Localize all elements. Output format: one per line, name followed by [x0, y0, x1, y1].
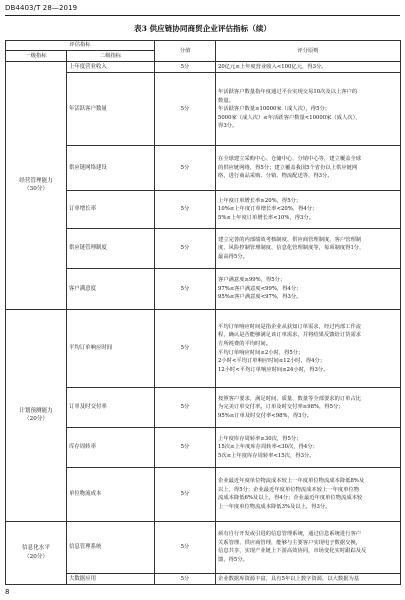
rule-line: 信息共享，实现产业链上下游高效协同，市场变化实时跟踪及反 — [218, 548, 367, 555]
rule-line: 按照客户要求，满足时间、质量、数量等全部要求的订单占比 — [218, 395, 362, 402]
rule-cell — [216, 190, 401, 229]
rule-cell — [216, 309, 401, 387]
rule-line: 程，确认是否能够满足该订单需求，并将结果反馈给订货需求 — [218, 332, 362, 339]
score-header: 分值 — [155, 41, 216, 62]
level1-text: （20分） — [24, 553, 48, 560]
rule-line: 15次≤上年度库存周转率<30次，得4分； — [218, 444, 318, 451]
level2-cell: 订单增长率 — [67, 190, 155, 229]
rule-line: 的供应链网络，得5分；建立覆盖我国5个省份以上供应链网 — [218, 164, 358, 171]
rule-line: 在全球建立采购中心、仓储中心、分销中心等，建立覆盖全球 — [218, 156, 362, 163]
rule-line: 馈，得5分。 — [218, 556, 248, 563]
rule-line: 建立完善的内部绩效考核制度、供应商管理制度、客户管理制 — [218, 236, 362, 243]
level2-cell: 平均订单响应时间 — [67, 309, 155, 387]
rule-cell — [216, 268, 401, 309]
rule-line: 须有自行开发或引进的信息管理系统，通过信息系统进行客户 — [218, 531, 362, 538]
rule-line: 关系管理、供应商管理，能够与主要客户实现电子数据交换， — [218, 539, 362, 546]
score-cell: 5分 — [155, 467, 216, 521]
level1-cell — [6, 61, 67, 309]
table-title: 表3 供应链协同商贸企业评估指标（续） — [133, 24, 272, 33]
rule-cell — [216, 467, 401, 521]
level2-cell: 订单及时交付率 — [67, 388, 155, 428]
level2-cell: 大数据应用 — [67, 574, 155, 585]
rule-line: 为完美订单交付率。订单及时交付率≥98%，得5分； — [218, 404, 344, 411]
score-cell: 5分 — [155, 229, 216, 269]
score-cell: 5分 — [155, 428, 216, 468]
rule-line: 数量。 — [218, 97, 234, 104]
level2-cell: 库存周转率 — [67, 428, 155, 468]
rule-cell — [216, 73, 401, 146]
standard-code: DB4403/T 28—2019 — [5, 4, 78, 12]
rule-line: 上一年度单位物流成本降低3%及以上，得3分。 — [218, 503, 331, 510]
rule-line: 度、风险控制管理制度、信息化管理制度等，每项制度得1分， — [218, 245, 365, 252]
rule-line: 20亿元≤上年度营业收入<100亿元，得3分。 — [218, 63, 327, 70]
rule-cell — [216, 146, 401, 190]
level2-cell: 供应链管理制度 — [67, 229, 155, 269]
rule-line: 企业最近年度单位物流成本较上一年度单位物流成本降低8%及 — [218, 477, 365, 484]
rule-line: 12小时<平均订单响应时间≤24小时，得3分。 — [218, 366, 329, 373]
level1-header: 一级指标 — [6, 51, 67, 61]
rule-line: 以上，得5分；企业最近年度单位物流成本较上一年度单位物 — [218, 486, 360, 493]
rule-line: 流成本降低6%及以上，得4分；企业最近年度单位物流成本较 — [218, 495, 363, 502]
rule-line: 方所耗费的平均时间。 — [218, 340, 271, 347]
rule-line: 平均订单响应时间是指企业从获知订单需求，经过内部工作流 — [218, 323, 362, 330]
score-cell: 5分 — [155, 73, 216, 146]
rule-line: 5%≤上年度订单增长率<10%，得3分。 — [218, 214, 315, 221]
level2-cell: 年活跃客户数量 — [67, 73, 155, 146]
rule-cell — [216, 388, 401, 428]
level1-text: 经营管理能力 — [19, 177, 53, 184]
table-row — [6, 521, 401, 574]
header-divider — [5, 15, 400, 16]
rule-line: 上年度订单增长率≥20%，得5分； — [218, 197, 302, 204]
rule-line: 客户满意度≥99%，得5分； — [218, 277, 286, 283]
principle-header: 评分原则 — [216, 41, 401, 62]
rule-cell — [216, 574, 401, 585]
rule-line: 5次≤上年度库存周转率<15次，得3分。 — [218, 452, 315, 459]
table-row — [6, 61, 401, 73]
level2-cell: 单位物流成本 — [67, 467, 155, 521]
rule-cell — [216, 229, 401, 269]
level2-cell: 信息管理系统 — [67, 521, 155, 574]
rule-line: 年活跃客户数量≥10000家（成人次），得5分； — [218, 106, 331, 113]
score-cell: 5分 — [155, 309, 216, 387]
level2-cell: 供应链网络建设 — [67, 146, 155, 190]
level2-header: 二级指标 — [67, 51, 155, 61]
level1-cell — [6, 521, 67, 585]
rule-line: 2小时<平均订单响应时间≤12小时，得4分； — [218, 358, 326, 365]
rule-line: 95%≤订单及时交付率<98%，得3分。 — [218, 412, 313, 419]
rule-line: 97%≤客户满意度<99%，得4分； — [218, 285, 302, 292]
score-cell: 5分 — [155, 388, 216, 428]
score-cell: 5分 — [155, 61, 216, 73]
score-cell: 5分 — [155, 146, 216, 190]
evaluation-table — [5, 40, 401, 585]
score-cell: 5分 — [155, 521, 216, 574]
rule-cell — [216, 61, 401, 73]
score-cell: 5分 — [155, 190, 216, 229]
rule-cell — [216, 521, 401, 574]
rule-line: 5000家（成人次）≤年活跃客户数量<10000家（成人次）， — [218, 114, 361, 121]
rule-line: 95%≤客户满意度<97%，得3分。 — [218, 294, 302, 301]
table-row — [6, 309, 401, 387]
rule-line: 10%≤上年度订单增长率<20%，得4分； — [218, 206, 318, 213]
rule-line: 络，进行商品采购、分销、物流配送等，得3分。 — [218, 173, 333, 180]
score-cell: 5分 — [155, 574, 216, 585]
level1-text: 信息化水平 — [22, 545, 50, 552]
rule-cell — [216, 428, 401, 468]
level2-cell: 上年度营业收入 — [67, 61, 155, 73]
level2-cell: 客户满意度 — [67, 268, 155, 309]
rule-line: 企业数据库资源丰富，具有5年以上数字资源，以大数据为基 — [218, 575, 360, 582]
score-cell: 5分 — [155, 268, 216, 309]
header-row — [6, 41, 401, 51]
rule-line: 得3分。 — [218, 123, 238, 130]
level1-text: 计划预测能力 — [19, 407, 53, 414]
page-number: 8 — [5, 588, 10, 596]
rule-line: 上年度库存周转率≥30次，得5分； — [218, 435, 302, 442]
level1-text: （30分） — [24, 186, 48, 193]
rule-line: 最高得5分。 — [218, 253, 248, 260]
level1-text: （20分） — [24, 416, 48, 423]
indicator-header: 评估指标 — [6, 41, 155, 51]
rule-line: 年活跃客户数量指年度通过平台实现交易10次及以上客户的 — [218, 88, 358, 95]
rule-line: 平均订单响应时间≤2小时，得5分； — [218, 349, 304, 356]
level1-cell — [6, 309, 67, 521]
